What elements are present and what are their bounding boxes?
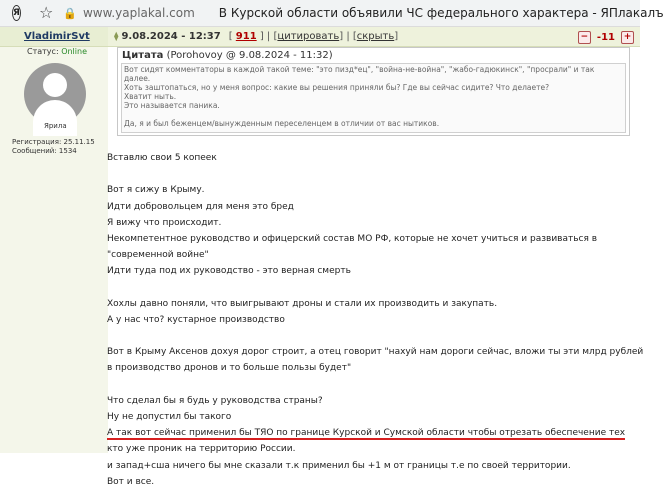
post-icon: ⧫	[114, 31, 119, 42]
post-rating	[578, 27, 640, 47]
vote-down-button[interactable]: −	[578, 31, 591, 44]
avatar[interactable]	[24, 63, 86, 125]
bookmark-star-icon[interactable]: ☆	[38, 3, 54, 22]
quote-line: Да, я и был беженцем/вынужденным переселенцем в отличии от вас нытиков.	[124, 119, 440, 128]
author-name-link[interactable]: VladimirSvt	[24, 31, 90, 42]
post-meta: ⧫ 9.08.2024 - 12:37 [ 911 ] | [ цитировать ] | [ скрыть ]	[108, 27, 640, 47]
user-stats	[12, 138, 95, 156]
rating-value: -11	[596, 31, 615, 43]
message-count: Сообщений: 1534	[12, 147, 77, 155]
quote-block	[117, 47, 630, 136]
status-label: Статус:	[27, 47, 59, 56]
quote-line: Хватит ныть.	[124, 92, 177, 101]
message-line: Некомпетентное руководство и офицерский состав МО РФ, которые не хочет учиться и развиваться в	[107, 233, 598, 244]
post-number-link[interactable]: 911	[235, 31, 257, 42]
message-line: Что сделал бы я будь у руководства страны?	[107, 395, 323, 406]
message-line: А у нас что? кустарное производство	[107, 314, 285, 325]
vote-up-button[interactable]: +	[621, 31, 634, 44]
quote-post-link[interactable]: цитировать	[277, 31, 340, 42]
message-line	[107, 377, 640, 393]
quote-line: Хоть заштопаться, но у меня вопрос: какие вы решения приняли бы? Где вы сейчас сидите? Что делаете?	[124, 83, 550, 92]
message-line: Вставлю свои 5 копеек	[107, 153, 217, 163]
user-status	[27, 47, 87, 56]
yandex-logo-icon[interactable]: Я	[12, 5, 21, 21]
quote-line: Это называется паника.	[124, 101, 220, 110]
message-line: и запад+сша ничего бы мне сказали т.к применил бы +1 м от границы т.е по своей территории.	[107, 460, 571, 471]
message-line: "современной войне"	[107, 250, 209, 261]
quote-line: далее.	[124, 74, 151, 83]
message-line: Идти туда под их руководство - это верная смерть	[107, 266, 351, 277]
message-line	[107, 425, 640, 441]
registration-date: Регистрация: 25.11.15	[12, 138, 95, 146]
message-line	[107, 280, 640, 296]
message-line: Хохлы давно поняли, что выигрывают дроны и стали их производить и закупать.	[107, 298, 498, 309]
avatar-head-shape	[43, 73, 67, 97]
page-title: В Курской области объявили ЧС федерального характера - ЯПлакалъ	[218, 6, 664, 20]
user-info-panel	[0, 47, 108, 453]
highlighted-sentence: А так вот сейчас применил бы ТЯО по границе Курской и Сумской области чтобы отрезать обеспечение тех	[107, 428, 626, 439]
quote-label: Цитата	[122, 50, 164, 61]
user-rank: Ярила	[44, 122, 67, 130]
post-header	[0, 27, 640, 47]
message-line: Ну не допустил бы такого	[107, 412, 232, 422]
message-line: в производство дронов и то больше пользы будет"	[107, 363, 352, 374]
address-bar-url[interactable]: www.yaplakal.com	[82, 6, 195, 20]
post-message	[107, 150, 644, 490]
author-cell	[0, 27, 108, 47]
browser-bar	[0, 0, 664, 27]
message-line	[107, 328, 640, 344]
post-date: 9.08.2024 - 12:37	[121, 31, 221, 42]
hide-post-link[interactable]: скрыть	[356, 31, 395, 42]
message-line: кто уже проник на территорию России.	[107, 444, 296, 455]
quote-source: (Porohovoy @ 9.08.2024 - 11:32)	[166, 50, 333, 61]
message-line: Вот и все.	[107, 476, 155, 487]
status-online: Online	[61, 47, 87, 56]
lock-icon: 🔒	[63, 6, 77, 20]
quote-header	[122, 50, 333, 61]
quote-body	[121, 63, 626, 133]
message-line	[107, 166, 640, 182]
message-line: Вот в Крыму Аксенов дохуя дорог строит, а отец говорит "нахуй нам дороги сейчас, вложи ты эти млрд рублей	[107, 347, 644, 358]
avatar-body-shape	[33, 100, 77, 136]
message-line: Я вижу что происходит.	[107, 217, 222, 228]
message-line: Вот я сижу в Крыму.	[107, 185, 205, 196]
quote-line	[124, 110, 623, 119]
message-line: Идти добровольцем для меня это бред	[107, 201, 294, 212]
quote-line: Вот сидят комментаторы в каждой такой теме: "это пизд*ец", "война-не-война", "жабо-гадюкинск", "просрали" и так	[124, 65, 595, 74]
